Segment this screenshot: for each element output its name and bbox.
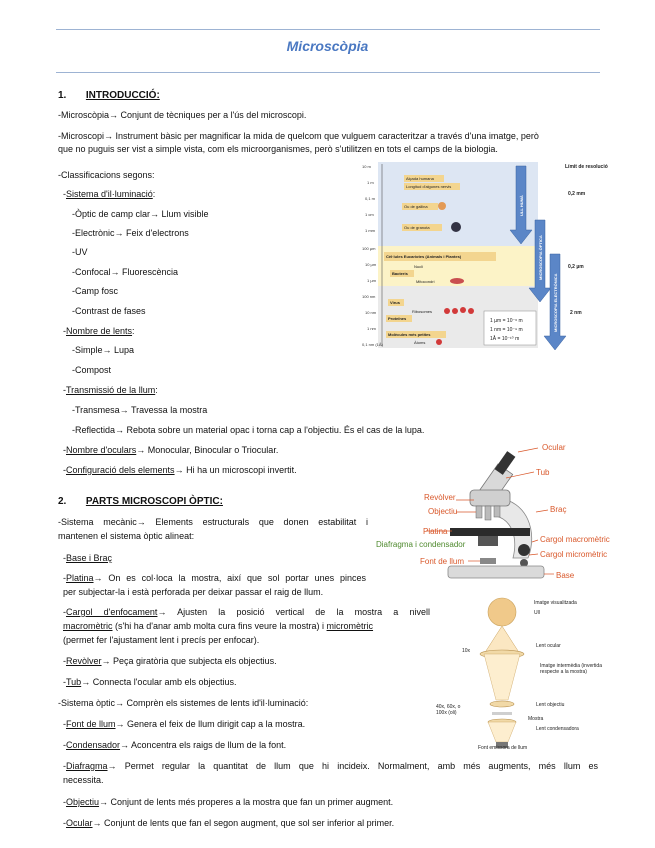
- mec-line-2: mantenen el sistema òptic alineat:: [58, 531, 195, 541]
- objective-lens: [490, 701, 514, 707]
- tick-label: 1 µm: [367, 278, 376, 283]
- para-microscopia: -Microscòpia→ Conjunt de tècniques per a l'ús del microscopi.: [58, 110, 307, 120]
- lents-heading: -Nombre de lents:: [63, 326, 135, 336]
- cond-line: -Condensador→ Aconcentra els raigs de llum de la font.: [63, 740, 287, 750]
- ilum-item: -UV: [72, 247, 88, 257]
- section-2-heading: [58, 496, 223, 507]
- lents-item: -Compost: [72, 365, 112, 375]
- ribosome-icon: [444, 308, 450, 314]
- tick-label: 0,1 nm (1Å): [362, 342, 383, 347]
- bar-label: ULL HUMÀ: [519, 195, 524, 216]
- res-value: 0,2 µm: [568, 264, 584, 270]
- tick-label: 100 µm: [362, 246, 376, 251]
- transm-item: -Transmesa→ Travessa la mostra: [72, 405, 208, 415]
- scale-item: Mitocondri: [416, 279, 435, 284]
- cargol-line-3: (permet fer l'ajustament lent i precís per enfocar).: [63, 635, 260, 645]
- stage-shape: [450, 528, 530, 536]
- tick-label: 1 nm: [367, 326, 376, 331]
- optic-line: -Sistema òptic→ Comprèn els sistemes de lents id'il·luminació:: [58, 698, 309, 708]
- ribosome-icon: [460, 307, 466, 313]
- ilum-item: -Contrast de fases: [72, 306, 146, 316]
- label-tub: Tub: [536, 468, 550, 477]
- mec-line-1: -Sistema mecànic→ Elements estructurals que donen estabilitat i: [58, 517, 368, 527]
- tub-line: -Tub→ Connecta l'ocular amb els objectius.: [63, 677, 237, 687]
- tick-label: 1 mm: [365, 228, 375, 233]
- bar-label: MICROSCOPIA ÒPTICA: [538, 235, 543, 280]
- res-header: Límit de resolució: [565, 164, 608, 170]
- ilum-item: -Confocal→ Fluorescència: [72, 267, 179, 277]
- scale-item: Àtoms: [414, 340, 426, 345]
- lents-item: -Simple→ Lupa: [72, 345, 135, 355]
- ocular-line: -Ocular→ Conjunt de lents que fan el segon augment, que sol ser inferior al primer.: [63, 818, 395, 828]
- condenser-shape: [478, 536, 498, 546]
- ribosome-icon: [468, 308, 474, 314]
- classif-intro: -Classificacions segons:: [58, 170, 155, 180]
- unit-label: 1Å = 10⁻¹⁰ m: [490, 336, 520, 342]
- revolver-line: -Revòlver→ Peça giratòria que subjecta els objectius.: [63, 656, 277, 666]
- ribosome-icon: [452, 308, 458, 314]
- scale-item: Molècules més petites: [388, 332, 431, 337]
- eye-shape: [488, 598, 516, 626]
- scale-item: Nucli: [414, 264, 423, 269]
- tick-label: 1 m: [367, 180, 374, 185]
- objective-shape: [494, 506, 500, 517]
- light-shape: [480, 558, 496, 564]
- oculars-line: -Nombre d'oculars→ Monocular, Binocular o Triocular.: [63, 445, 279, 455]
- ilum-heading: -Sistema d'il·luminació:: [63, 189, 156, 199]
- optics-label: Ull: [534, 610, 540, 616]
- label-objectiu: Objectiu: [428, 507, 458, 516]
- unit-label: 1 nm = 10⁻⁹ m: [490, 327, 523, 333]
- scale-item: Ou de granota: [404, 225, 430, 230]
- tick-label: 10 m: [362, 164, 371, 169]
- config-line: -Configuració dels elements→ Hi ha un microscopi invertit.: [63, 465, 297, 475]
- cargol-line-2: macromètric (s'hi ha d'anar amb molta cura fins veure la mostra) i micromètric: [63, 621, 374, 631]
- optics-label: Lent objectiu: [536, 702, 565, 708]
- page-title: Microscòpia: [286, 38, 369, 54]
- para-microscopi-2: que no puguis ser vist a simple vista, com els microorganismes, però s'utilitzen en tots el camps de la biologia.: [58, 144, 498, 154]
- ilum-item: -Camp fosc: [72, 286, 119, 296]
- font-line: -Font de llum→ Genera el feix de llum dirigit cap a la mostra.: [63, 719, 306, 729]
- cargol-line-1: -Cargol d'enfocament→ Ajusten la posició vertical de la mostra a nivell: [63, 607, 430, 617]
- optics-label: Lent condensadora: [536, 726, 579, 732]
- optics-label: Imatge intermèdia (invertida respecte a la mostra): [540, 663, 602, 675]
- transm-heading: -Transmissió de la llum:: [63, 385, 158, 395]
- scale-figure: [362, 160, 608, 355]
- diaf-line-1: -Diafragma→ Permet regular la quantitat de llum que hi incideix. Normalment, amb més augments, més llum es: [63, 761, 598, 771]
- title-rule: [56, 72, 600, 73]
- macro-knob: [518, 544, 530, 556]
- unit-label: 1 µm = 10⁻⁶ m: [490, 318, 523, 324]
- ilum-item: -Electrònic→ Feix d'electrons: [72, 228, 189, 238]
- scale-item: Alçada humana: [406, 176, 434, 181]
- beam-bottom: [488, 722, 516, 742]
- label-brac: Braç: [550, 505, 567, 514]
- eyepiece-shape: [495, 451, 516, 475]
- atom-icon: [436, 339, 442, 345]
- platina-line-1: -Platina→ On es col·loca la mostra, així que sol portar unes pinces: [63, 573, 366, 583]
- scale-item: Ribosomes: [412, 309, 433, 314]
- tick-label: 1 cm: [365, 212, 374, 217]
- base-line: -Base i Braç: [63, 553, 113, 563]
- scale-item: Virus: [390, 300, 400, 305]
- res-value: 0,2 mm: [568, 191, 586, 197]
- objective-shape: [476, 506, 482, 518]
- platina-line-2: per subjectar-la i està perforada per deixar passar el raig de llum.: [63, 587, 324, 597]
- section-1-heading: [58, 90, 160, 101]
- diaf-line-2: necessita.: [63, 775, 104, 785]
- tick-label: 10 nm: [365, 310, 377, 315]
- optics-label: Lent ocular: [536, 643, 561, 649]
- label-base: Base: [556, 571, 575, 580]
- scale-item: Longitud d'algunes nervis: [406, 184, 452, 189]
- bar-label: MICROSCOPIA ELECTRÒNICA: [553, 273, 558, 332]
- label-diafragma: Diafragma i condensador: [376, 540, 466, 549]
- optics-label: Mostra: [528, 716, 544, 722]
- mitochondria-icon: [450, 278, 464, 284]
- sample-shape: [492, 712, 512, 715]
- base-shape: [448, 566, 544, 578]
- label-revolver: Revòlver: [424, 493, 456, 502]
- section-1-number: 1.: [58, 90, 67, 101]
- optics-label: Font emissora de llum: [478, 745, 528, 751]
- section-2-number: 2.: [58, 496, 67, 507]
- microscope-figure: [378, 438, 604, 588]
- transm-item: -Reflectida→ Rebota sobre un material opac i torna cap a l'objectiu. És el cas de la lupa.: [72, 425, 425, 435]
- optics-label: 40x, 60x, o 100x (oli): [436, 704, 461, 716]
- obj-line: -Objectiu→ Conjunt de lents més properes a la mostra que fan un primer augment.: [63, 797, 394, 807]
- top-rule: [56, 29, 600, 30]
- head-shape: [470, 490, 510, 506]
- label-micrometric: Cargol micromètric: [540, 550, 608, 559]
- scale-item: Bacteris: [392, 271, 408, 276]
- optics-label: 10x: [462, 648, 471, 654]
- tick-label: 0,1 m: [365, 196, 376, 201]
- frog-egg-icon: [451, 222, 461, 232]
- label-font-llum: Font de llum: [420, 557, 465, 566]
- label-platina: Platina: [423, 527, 448, 536]
- objective-shape: [485, 506, 491, 520]
- beam-mid: [484, 654, 520, 700]
- scale-item: Ou de gallina: [404, 204, 428, 209]
- label-macrometric: Cargol macromètric: [540, 535, 610, 544]
- label-ocular: Ocular: [542, 443, 566, 452]
- section-1-title: INTRODUCCIÓ:: [85, 90, 160, 101]
- section-2-title: PARTS MICROSCOPI ÒPTIC:: [85, 496, 223, 507]
- scale-item: Proteïnes: [388, 316, 407, 321]
- ilum-item: -Òptic de camp clar→ Llum visible: [72, 209, 209, 219]
- para-microscopi-1: -Microscopi→ Instrument bàsic per magnificar la mida de quelcom que vulguem caracteritzar a través d'una imatge, però: [58, 131, 539, 141]
- scale-item: Cèl·lules Eucariotes (Animals i Plantes): [386, 254, 462, 259]
- optics-label: Imatge visualitzada: [534, 600, 577, 606]
- egg-icon: [438, 202, 446, 210]
- res-value: 2 nm: [570, 310, 582, 316]
- tick-label: 100 nm: [362, 294, 376, 299]
- tick-label: 10 µm: [365, 262, 377, 267]
